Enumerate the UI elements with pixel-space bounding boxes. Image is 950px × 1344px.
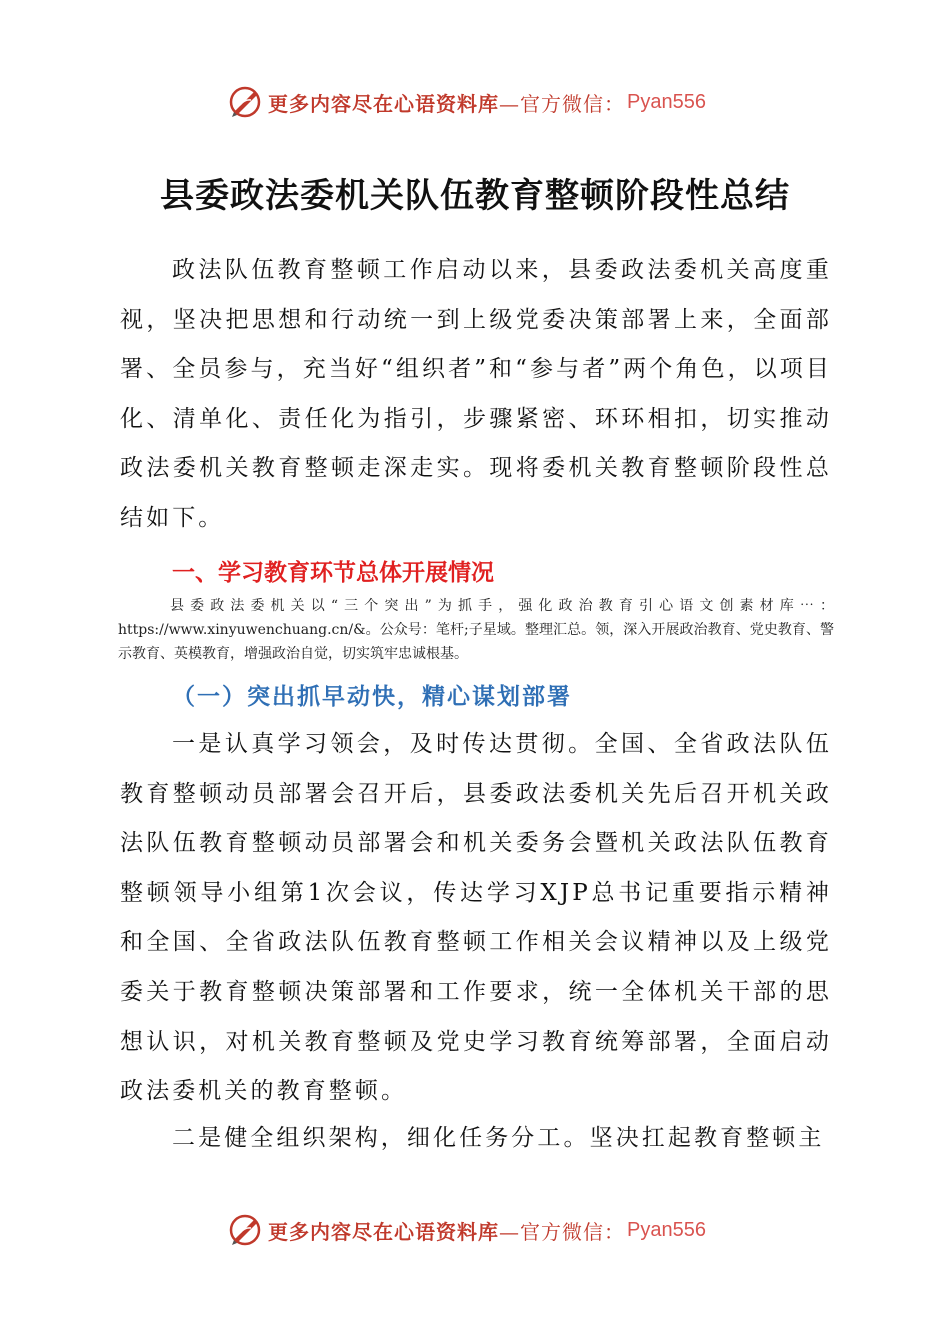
- footer-banner-title: 更多内容尽在心语资料库: [268, 1219, 499, 1244]
- footer-banner-wechat-id: Pyan556: [627, 1218, 706, 1241]
- footer-banner: [0, 1208, 950, 1252]
- banner-title: 更多内容尽在心语资料库: [268, 91, 499, 116]
- banner-wechat-id: Pyan556: [627, 90, 706, 113]
- section-heading: 一、学习教育环节总体开展情况: [172, 560, 494, 586]
- body-paragraph-one: 一是认真学习领会，及时传达贯彻。全国、全省政法队伍教育整顿动员部署会召开后，县委政法委机关先后召开机关政法队伍教育整顿动员部署会和机关委务会暨机关政法队伍教育整顿领导小组第1次会议，传达学习XJP总书记重要指示精神和全国、全省政法队伍教育整顿工作相关会议精神以及上级党委关于教育整顿决策部署和工作要求，统一全体机关干部的思想认识，对机关教育整顿及党史学习教育统筹部署，全面启动政法委机关的教育整顿。: [120, 731, 832, 1105]
- section-note: 县委政法委机关以“三个突出”为抓手，强化政治教育引心语文创素材库⋯：https://www.xinyuwenchuang.cn/&。公众号：笔杆;子星域。整理汇总。领，深入开展政治教育、党史教育、警示教育、英模教育，增强政治自觉，切实筑牢忠诚根基。: [118, 598, 834, 662]
- footer-banner-wechat-label: —官方微信：: [499, 1219, 625, 1244]
- document-title: 县委政法委机关队伍教育整顿阶段性总结: [160, 176, 790, 216]
- body-paragraph-two: 二是健全组织架构，细化任务分工。坚决扛起教育整顿主: [172, 1125, 825, 1151]
- intro-paragraph: 政法队伍教育整顿工作启动以来，县委政法委机关高度重视，坚决把思想和行动统一到上级党委决策部署上来，全面部署、全员参与，充当好“组织者”和“参与者”两个角色，以项目化、清单化、责任化为指引，步骤紧密、环环相扣，切实推动政法委机关教育整顿走深走实。现将委机关教育整顿阶段性总结如下。: [120, 257, 832, 531]
- pen-logo-icon: [228, 85, 262, 119]
- header-banner: [0, 80, 950, 124]
- banner-wechat-label: —官方微信：: [499, 91, 625, 116]
- subsection-heading: （一）突出抓早动快，精心谋划部署: [172, 683, 572, 710]
- pen-logo-icon: [228, 1213, 262, 1247]
